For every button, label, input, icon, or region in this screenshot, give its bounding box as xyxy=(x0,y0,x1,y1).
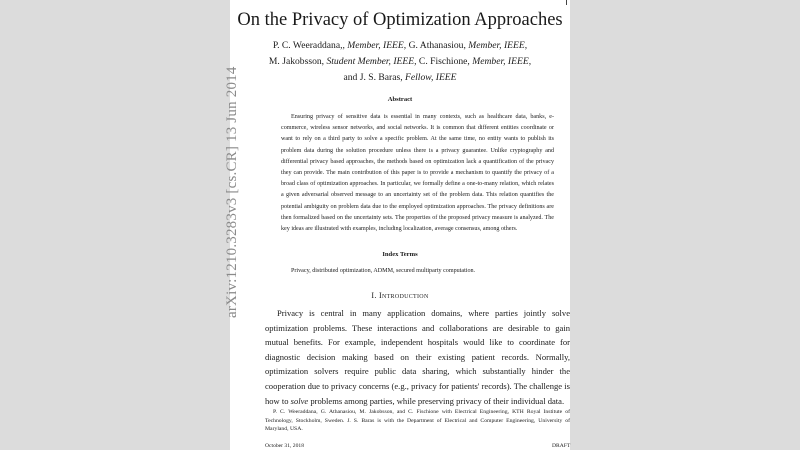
author-list xyxy=(230,38,570,86)
index-terms-text: Privacy, distributed optimization, ADMM, secured multiparty computation. xyxy=(291,268,476,274)
author-name: C. Fischione, xyxy=(416,56,470,67)
paper-title: On the Privacy of Optimization Approaches xyxy=(237,10,563,30)
page-edge-mark xyxy=(566,0,567,5)
author-name: and J. S. Baras, xyxy=(343,72,403,83)
footer-status: DRAFT xyxy=(552,443,571,449)
intro-text-part: problems among parties, while preserving privacy of their individual data. xyxy=(308,395,565,406)
abstract-text: Ensuring privacy of sensitive data is essential in many contexts, such as healthcare data, banks, e-commerce, wireless sensor networks, and social networks. It is common that different entities coordinate or want to rely on a third party to solve a specific problem. At the same time, no entity wants to publish its problem data during the solution procedure unless there is a privacy guarantee. Unlike cryptography and differential privacy based approaches, the methods based on optimization lack a quantification of the privacy they can provide. The main contribution of this paper is to provide a mechanism to quantify the privacy of a broad class of optimization approaches. In particular, we formally define a one-to-many relation, which relates a given adversarial observed message to an uncertainty set of the problem data. This relation quantifies the potential ambiguity on problem data due to the employed optimization approaches. The privacy definitions are then formalized based on the uncertainty sets. The properties of the proposed privacy measure is analyzed. The key ideas are illustrated with examples, including localization, average consensus, among others. xyxy=(281,114,554,233)
author-line-2 xyxy=(230,54,570,70)
author-name: P. C. Weeraddana, xyxy=(272,40,343,51)
abstract-heading: Abstract xyxy=(387,96,413,103)
arxiv-side-identifier: arXiv:1210.3283v3 [cs.CR] 13 Jun 2014 xyxy=(224,66,240,318)
author-name: G. Athanasiou, xyxy=(406,40,466,51)
section-title: Introduction xyxy=(378,291,429,300)
author-membership: Member, IEEE, xyxy=(469,56,532,67)
intro-text-part: Privacy is central in many application domains, where parties jointly solve optimization problems. These interactions and collaborations are desirable to gain mutual benefits. For example, independent hospitals would like to coordinate for diagnostic decision making based on their existing patient records. Normally, optimization solvers require public data sharing, which substantially hinder the cooperation due to privacy concerns (e.g., privacy for patients' records). The challenge is how to xyxy=(265,308,570,406)
author-membership: , Member, IEEE, xyxy=(342,40,407,51)
intro-emphasis: solve xyxy=(290,395,309,406)
section-number: I. xyxy=(371,291,377,300)
author-membership: Fellow, IEEE xyxy=(402,72,457,83)
author-line-3 xyxy=(230,70,570,86)
affiliation-footnote: P. C. Weeraddana, G. Athanasiou, M. Jakobsson, and C. Fischione with Electrical Engineering, KTH Royal Institute of Technology, Stockholm, Sweden. J. S. Baras is with the Department of Electrical and Computer Engineering, University of Maryland, USA. xyxy=(265,409,570,433)
index-terms-heading: Index Terms xyxy=(382,251,418,258)
section-heading-introduction xyxy=(230,291,570,300)
footer-date: October 31, 2018 xyxy=(265,443,304,449)
author-line-1 xyxy=(230,38,570,54)
author-membership: Member, IEEE, xyxy=(465,40,528,51)
author-membership: Student Member, IEEE, xyxy=(324,56,417,67)
introduction-paragraph xyxy=(265,306,570,408)
author-name: M. Jakobsson, xyxy=(268,56,325,67)
